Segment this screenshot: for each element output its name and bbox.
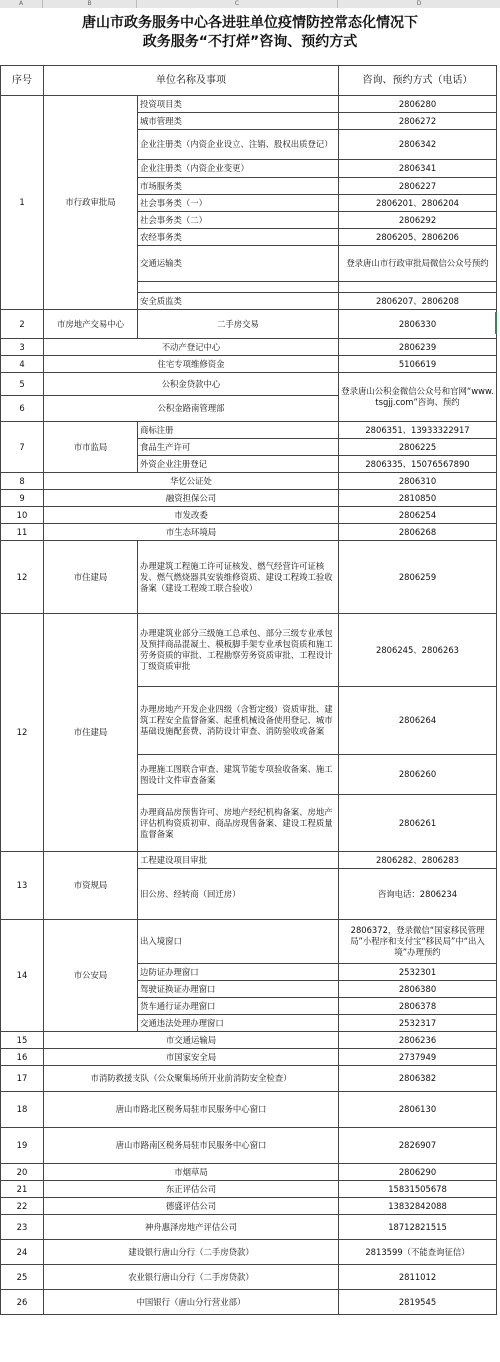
seq-cell[interactable]: 10 — [1, 507, 44, 524]
phone-cell[interactable]: 2532317 — [339, 1015, 497, 1032]
item-cell[interactable]: 办理建筑工程施工许可证核发、燃气经营许可证核发、燃气燃烧器具安装维修资质、建设工程竣工验收备案（建设工程竣工联合验收） — [138, 541, 339, 614]
seq-cell[interactable]: 2 — [1, 310, 44, 339]
phone-cell[interactable]: 2806342 — [339, 130, 497, 160]
col-header-c[interactable]: C — [137, 0, 338, 8]
unit-cell[interactable]: 唐山市路北区税务局驻市民服务中心窗口 — [44, 1092, 339, 1128]
item-cell[interactable]: 企业注册类（内资企业变更） — [138, 160, 339, 178]
phone-cell[interactable]: 2810850 — [339, 490, 497, 507]
item-cell[interactable]: 办理商品房预售许可、房地产经纪机构备案、房地产评估机构资质初审、商品房现售备案、建设工程质量监督备案 — [138, 795, 339, 852]
unit-cell[interactable]: 德盛评估公司 — [44, 1198, 339, 1215]
header-cell: 序号 — [1, 66, 44, 96]
seq-cell[interactable]: 12 — [1, 541, 44, 614]
seq-cell[interactable]: 26 — [1, 1290, 44, 1315]
item-cell[interactable]: 企业注册类（内资企业设立、注销、股权出质登记） — [138, 130, 339, 160]
item-cell[interactable]: 旧公房、经转商（回迁房） — [138, 869, 339, 920]
unit-cell[interactable]: 公积金路南管理部 — [44, 396, 339, 422]
unit-cell[interactable]: 市行政审批局 — [44, 96, 138, 310]
header-cell: 咨询、预约方式（电话） — [339, 66, 497, 96]
item-cell[interactable]: 驾驶证换证办理窗口 — [138, 981, 339, 998]
unit-cell[interactable]: 市烟草局 — [44, 1164, 339, 1181]
seq-cell[interactable]: 22 — [1, 1198, 44, 1215]
phone-cell[interactable]: 2811012 — [339, 1265, 497, 1290]
item-cell[interactable]: 边防证办理窗口 — [138, 964, 339, 981]
seq-cell[interactable]: 8 — [1, 473, 44, 490]
phone-cell[interactable]: 2806272 — [339, 113, 497, 130]
col-header-d[interactable]: D — [338, 0, 500, 8]
unit-cell[interactable]: 住宅专项维修资金 — [44, 356, 339, 373]
phone-cell[interactable]: 2806330 — [339, 310, 497, 339]
unit-cell[interactable]: 神舟惠泽房地产评估公司 — [44, 1215, 339, 1240]
seq-cell[interactable]: 11 — [1, 524, 44, 541]
item-cell[interactable]: 市场服务类 — [138, 178, 339, 195]
seq-cell[interactable]: 5 — [1, 373, 44, 396]
seq-cell[interactable]: 14 — [1, 920, 44, 1032]
seq-cell[interactable]: 4 — [1, 356, 44, 373]
phone-cell[interactable]: 2532301 — [339, 964, 497, 981]
seq-cell[interactable]: 24 — [1, 1240, 44, 1265]
item-cell[interactable]: 安全质监类 — [138, 293, 339, 310]
seq-cell[interactable]: 13 — [1, 852, 44, 920]
phone-cell[interactable]: 15831505678 — [339, 1181, 497, 1198]
item-cell[interactable]: 办理房地产开发企业四级（含暂定级）资质审批、建筑工程安全监督备案、起重机械设备使用登记、城市基础设施配套费、消防设计审查、消防验收或备案 — [138, 687, 339, 755]
unit-cell[interactable]: 市公安局 — [44, 920, 138, 1032]
unit-cell[interactable]: 市国家安全局 — [44, 1049, 339, 1066]
item-cell[interactable]: 社会事务类（一） — [138, 195, 339, 212]
unit-cell[interactable]: 中国银行（唐山分行营业部） — [44, 1290, 339, 1315]
phone-cell[interactable]: 2806207、2806208 — [339, 293, 497, 310]
phone-cell[interactable]: 2806290 — [339, 1164, 497, 1181]
unit-cell[interactable]: 市生态环境局 — [44, 524, 339, 541]
item-cell[interactable]: 二手房交易 — [138, 310, 339, 339]
phone-cell[interactable]: 2806372，登录微信“国家移民管理局”小程序和支付宝“移民局”中“出入境”办理预约 — [339, 920, 497, 964]
item-cell[interactable]: 投资项目类 — [138, 96, 339, 113]
seq-cell[interactable]: 7 — [1, 422, 44, 473]
phone-cell[interactable]: 13832842088 — [339, 1198, 497, 1215]
item-cell[interactable]: 食品生产许可 — [138, 439, 339, 456]
unit-cell[interactable]: 市市监局 — [44, 422, 138, 473]
seq-cell[interactable]: 19 — [1, 1128, 44, 1164]
phone-cell[interactable]: 2806382 — [339, 1066, 497, 1092]
phone-cell[interactable]: 2806380 — [339, 981, 497, 998]
unit-cell[interactable]: 市交通运输局 — [44, 1032, 339, 1049]
unit-cell[interactable]: 建设银行唐山分行（二手房贷款） — [44, 1240, 339, 1265]
seq-cell[interactable]: 1 — [1, 96, 44, 310]
service-table — [0, 65, 497, 1315]
phone-cell[interactable]: 2806245、2806263 — [339, 614, 497, 687]
seq-cell[interactable]: 23 — [1, 1215, 44, 1240]
phone-cell[interactable]: 2806378 — [339, 998, 497, 1015]
col-header-b[interactable]: B — [43, 0, 137, 8]
seq-cell[interactable]: 21 — [1, 1181, 44, 1198]
cell-cursor-marker — [495, 312, 497, 334]
phone-cell[interactable]: 2806310 — [339, 473, 497, 490]
phone-cell[interactable]: 咨询电话：2806234 — [339, 869, 497, 920]
phone-cell[interactable]: 2806201、2806204 — [339, 195, 497, 212]
unit-cell[interactable]: 市住建局 — [44, 541, 138, 614]
unit-cell[interactable]: 公积金贷款中心 — [44, 373, 339, 396]
unit-cell[interactable]: 农业银行唐山分行（二手房贷款） — [44, 1265, 339, 1290]
phone-cell[interactable]: 18712821515 — [339, 1215, 497, 1240]
seq-cell[interactable]: 16 — [1, 1049, 44, 1066]
item-cell[interactable]: 城市管理类 — [138, 113, 339, 130]
header-cell: 单位名称及事项 — [44, 66, 339, 96]
item-cell[interactable]: 出入境窗口 — [138, 920, 339, 964]
phone-cell[interactable]: 2806264 — [339, 687, 497, 755]
phone-cell[interactable]: 2806341 — [339, 160, 497, 178]
seq-cell[interactable]: 18 — [1, 1092, 44, 1128]
seq-cell[interactable]: 3 — [1, 339, 44, 356]
phone-cell[interactable]: 2806351、13933322917 — [339, 422, 497, 439]
title-line-2: 政务服务“不打烊”咨询、预约方式 — [142, 34, 358, 50]
item-cell[interactable]: 办理施工图联合审查、建筑节能专项验收备案、施工图设计文件审查备案 — [138, 755, 339, 795]
seq-cell[interactable]: 25 — [1, 1265, 44, 1290]
phone-cell[interactable]: 2806282、2806283 — [339, 852, 497, 869]
page-title — [0, 8, 500, 65]
phone-cell[interactable]: 登录唐山公积金微信公众号和官网“www.tsgjj.com”咨询、预约 — [339, 373, 497, 422]
item-cell[interactable]: 工程建设项目审批 — [138, 852, 339, 869]
item-cell[interactable]: 办理建筑业部分三级施工总承包、部分三级专业承包及预拌商品混凝土、模板脚手架专业承包资质和施工劳务资质的审批、工程勘察劳务资质审批、工程设计丁级资质审批 — [138, 614, 339, 687]
unit-cell[interactable]: 市发改委 — [44, 507, 339, 524]
phone-cell[interactable]: 2806260 — [339, 755, 497, 795]
phone-cell[interactable]: 2806236 — [339, 1032, 497, 1049]
unit-cell[interactable]: 市资规局 — [44, 852, 138, 920]
phone-cell[interactable]: 2819545 — [339, 1290, 497, 1315]
item-cell[interactable]: 外资企业注册登记 — [138, 456, 339, 473]
seq-cell[interactable]: 20 — [1, 1164, 44, 1181]
unit-cell[interactable]: 东正评估公司 — [44, 1181, 339, 1198]
unit-cell[interactable]: 华忆公证处 — [44, 473, 339, 490]
phone-cell[interactable]: 5106619 — [339, 356, 497, 373]
phone-cell[interactable]: 2806280 — [339, 96, 497, 113]
phone-cell[interactable]: 2806261 — [339, 795, 497, 852]
phone-cell[interactable]: 2806259 — [339, 541, 497, 614]
seq-cell[interactable]: 9 — [1, 490, 44, 507]
item-cell[interactable]: 交通运输类 — [138, 246, 339, 282]
phone-cell[interactable]: 2737949 — [339, 1049, 497, 1066]
item-cell[interactable] — [138, 282, 339, 293]
phone-cell[interactable]: 2806292 — [339, 212, 497, 229]
phone-cell[interactable]: 2806268 — [339, 524, 497, 541]
unit-cell[interactable]: 市住建局 — [44, 614, 138, 852]
item-cell[interactable]: 商标注册 — [138, 422, 339, 439]
seq-cell[interactable]: 12 — [1, 614, 44, 852]
seq-cell[interactable]: 15 — [1, 1032, 44, 1049]
phone-cell[interactable]: 2806205、2806206 — [339, 229, 497, 246]
seq-cell[interactable]: 6 — [1, 396, 44, 422]
phone-cell[interactable]: 2806227 — [339, 178, 497, 195]
unit-cell[interactable]: 市房地产交易中心 — [44, 310, 138, 339]
title-line-1: 唐山市政务服务中心各进驻单位疫情防控常态化情况下 — [82, 15, 418, 31]
item-cell[interactable]: 社会事务类（二） — [138, 212, 339, 229]
item-cell[interactable]: 交通违法处理办理窗口 — [138, 1015, 339, 1032]
phone-cell[interactable]: 2826907 — [339, 1128, 497, 1164]
phone-cell[interactable]: 2813599（不能查询征信） — [339, 1240, 497, 1265]
phone-cell[interactable]: 2806225 — [339, 439, 497, 456]
seq-cell[interactable]: 17 — [1, 1066, 44, 1092]
phone-cell[interactable]: 登录唐山市行政审批局微信公众号预约 — [339, 246, 497, 282]
item-cell[interactable]: 货车通行证办理窗口 — [138, 998, 339, 1015]
item-cell[interactable]: 农经事务类 — [138, 229, 339, 246]
unit-cell[interactable]: 融资担保公司 — [44, 490, 339, 507]
phone-cell[interactable]: 2806335、15076567890 — [339, 456, 497, 473]
phone-cell[interactable]: 2806254 — [339, 507, 497, 524]
unit-cell[interactable]: 市消防救援支队（公众聚集场所开业前消防安全检查） — [44, 1066, 339, 1092]
phone-cell[interactable]: 2806130 — [339, 1092, 497, 1128]
unit-cell[interactable]: 唐山市路南区税务局驻市民服务中心窗口 — [44, 1128, 339, 1164]
unit-cell[interactable]: 不动产登记中心 — [44, 339, 339, 356]
phone-cell[interactable]: 2806239 — [339, 339, 497, 356]
phone-cell[interactable] — [339, 282, 497, 293]
col-header-a[interactable]: A — [0, 0, 43, 8]
